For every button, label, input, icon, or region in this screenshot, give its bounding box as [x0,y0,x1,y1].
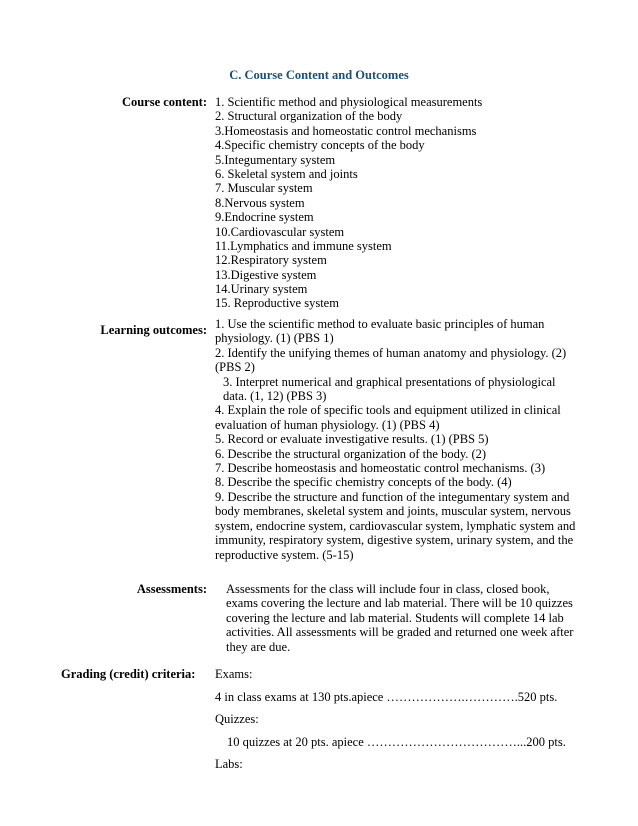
list-item: 2. Identify the unifying themes of human anatomy and physiology. (2) (PBS 2) [215,345,567,375]
list-item: 14.Urinary system [215,282,308,297]
grading-criteria [215,663,595,776]
exams-line: 4 in class exams at 130 pts.apiece ……………….………….520 pts. [215,689,558,704]
list-item: 5.Integumentary system [215,152,336,167]
list-item: 4.Specific chemistry concepts of the body [215,138,425,153]
exams-heading: Exams: [215,667,253,681]
list-item: 8. Describe the specific chemistry concepts of the body. (4) [215,475,512,490]
quizzes-line: 10 quizzes at 20 pts. apiece ………………………………...200 pts. [227,734,566,749]
list-item: 13.Digestive system [215,267,317,282]
list-item: 5. Record or evaluate investigative results. (1) (PBS 5) [215,432,489,447]
quizzes-heading: Quizzes: [215,712,259,726]
list-item: 9. Describe the structure and function of the integumentary system and body membranes, skeletal system and joints, muscular system, nervous system, endocrine system, cardiovascular system, lymphatic system and immunity, respiratory system, digestive system, urinary system, and the reproductive system. (5-15) [215,489,576,562]
assessments-label: Assessments: [136,582,207,596]
list-item: 9.Endocrine system [215,210,314,225]
learning-outcomes-label: Learning outcomes: [100,323,207,337]
list-item: 10.Cardiovascular system [215,224,345,239]
list-item: 12.Respiratory system [215,253,327,268]
assessments-text: Assessments for the class will include four in class, closed book, exams covering the lecture and lab material. There will be 10 quizzes covering the lecture and lab material. Students will complete 14 lab activities. All assessments will be graded and returned one week after they are due. [226,582,574,654]
list-item: 6. Describe the structural organization of the body. (2) [215,446,487,461]
list-item: 3. Interpret numerical and graphical presentations of physiological data. (1, 12) (PBS 3) [223,374,556,404]
list-item: 8.Nervous system [215,195,305,210]
course-content-list [215,95,585,311]
list-item: 4. Explain the role of specific tools and equipment utilized in clinical evaluation of human physiology. (1) (PBS 4) [215,403,561,432]
grading-label: Grading (credit) criteria: [61,667,196,681]
section-heading: C. Course Content and Outcomes [229,68,409,82]
list-item: 2. Structural organization of the body [215,109,403,124]
list-item: 1. Use the scientific method to evaluate basic principles of human physiology. (1) (PBS 1) [215,317,545,346]
labs-heading: Labs: [215,757,243,771]
list-item: 6. Skeletal system and joints [215,166,358,181]
list-item: 1. Scientific method and physiological measurements [215,95,483,109]
list-item: 7. Muscular system [215,181,313,196]
list-item: 7. Describe homeostasis and homeostatic control mechanisms. (3) [215,461,546,476]
list-item: 3.Homeostasis and homeostatic control mechanisms [215,123,477,138]
course-content-label: Course content: [121,95,207,109]
learning-outcomes-list [215,317,580,562]
list-item: 11.Lymphatics and immune system [215,238,392,253]
list-item: 15. Reproductive system [215,296,339,311]
